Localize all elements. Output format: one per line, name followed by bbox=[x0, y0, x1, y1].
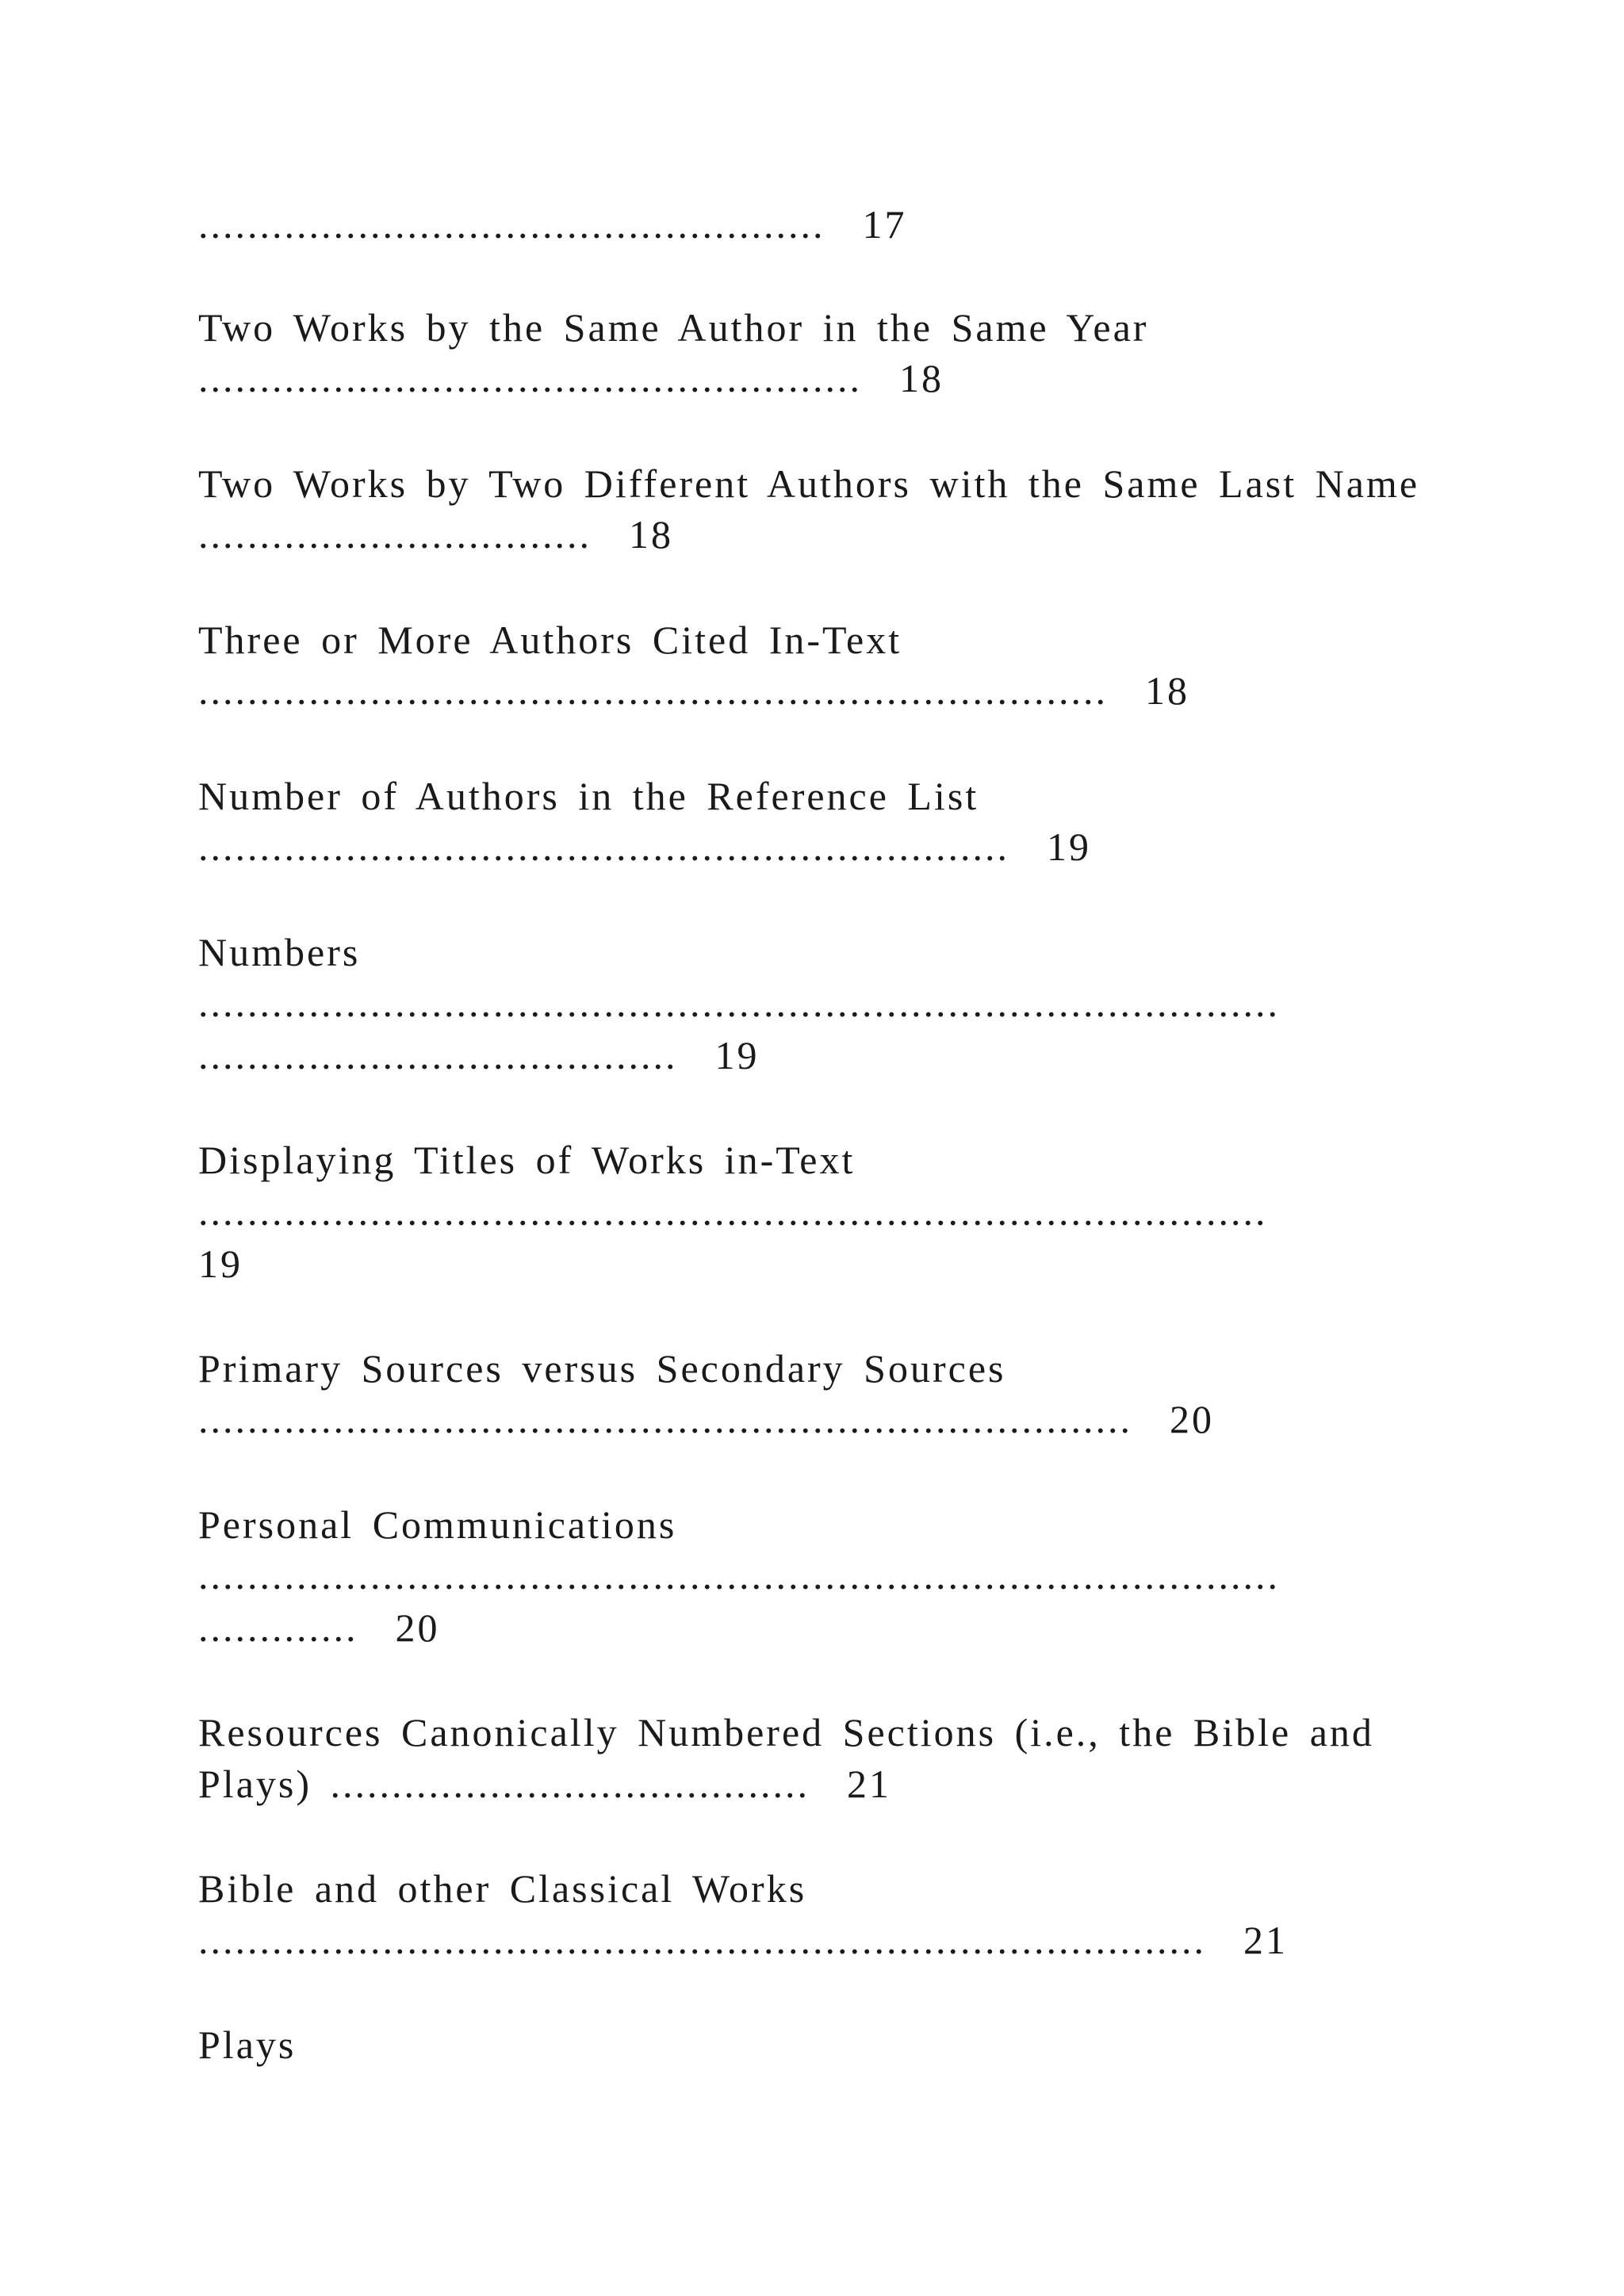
toc-leader-line: ...................................................... 18 bbox=[198, 356, 944, 400]
toc-entry-title: Number of Authors in the Reference List bbox=[198, 774, 979, 818]
toc-entry-title: Two Works by Two Different Authors with the Same Last Name bbox=[198, 461, 1420, 506]
toc-entry-title: Resources Canonically Numbered Sections (i.e., the Bible and bbox=[198, 1710, 1374, 1755]
toc-leader-line: ....................................... 19 bbox=[198, 1033, 760, 1077]
toc-leader-line: ................................ 18 bbox=[198, 512, 673, 557]
toc-leader-line: ................................................... 17 bbox=[198, 202, 907, 247]
toc-leader-line: .................................................................. 19 bbox=[198, 825, 1091, 869]
toc-page-number: 19 bbox=[198, 1242, 243, 1286]
toc-leader-line: ........................................................................................ bbox=[198, 981, 1280, 1025]
toc-entry-title: Numbers bbox=[198, 930, 361, 974]
toc-entry-title: Personal Communications bbox=[198, 1502, 677, 1547]
toc-entry-title: Two Works by the Same Author in the Same Year bbox=[198, 305, 1149, 350]
toc-entry-title: Plays bbox=[198, 2022, 297, 2067]
toc-entry-title: Primary Sources versus Secondary Sources bbox=[198, 1346, 1006, 1391]
toc-leader-line: ............................................................................ 20 bbox=[198, 1397, 1214, 1441]
toc-entry-title-continued: Plays) ....................................... 21 bbox=[198, 1762, 891, 1806]
toc-leader-line: ........................................................................................ bbox=[198, 1553, 1280, 1598]
toc-leader-line: ....................................................................................... bbox=[198, 1189, 1268, 1234]
toc-leader-line: .................................................................................. 21 bbox=[198, 1918, 1288, 1962]
toc-leader-line: ............. 20 bbox=[198, 1605, 440, 1650]
toc-entry-title: Displaying Titles of Works in-Text bbox=[198, 1138, 856, 1182]
toc-entry-title: Three or More Authors Cited In-Text bbox=[198, 618, 902, 662]
toc-entry-title: Bible and other Classical Works bbox=[198, 1866, 807, 1911]
toc-leader-line: .......................................................................... 18 bbox=[198, 668, 1189, 713]
